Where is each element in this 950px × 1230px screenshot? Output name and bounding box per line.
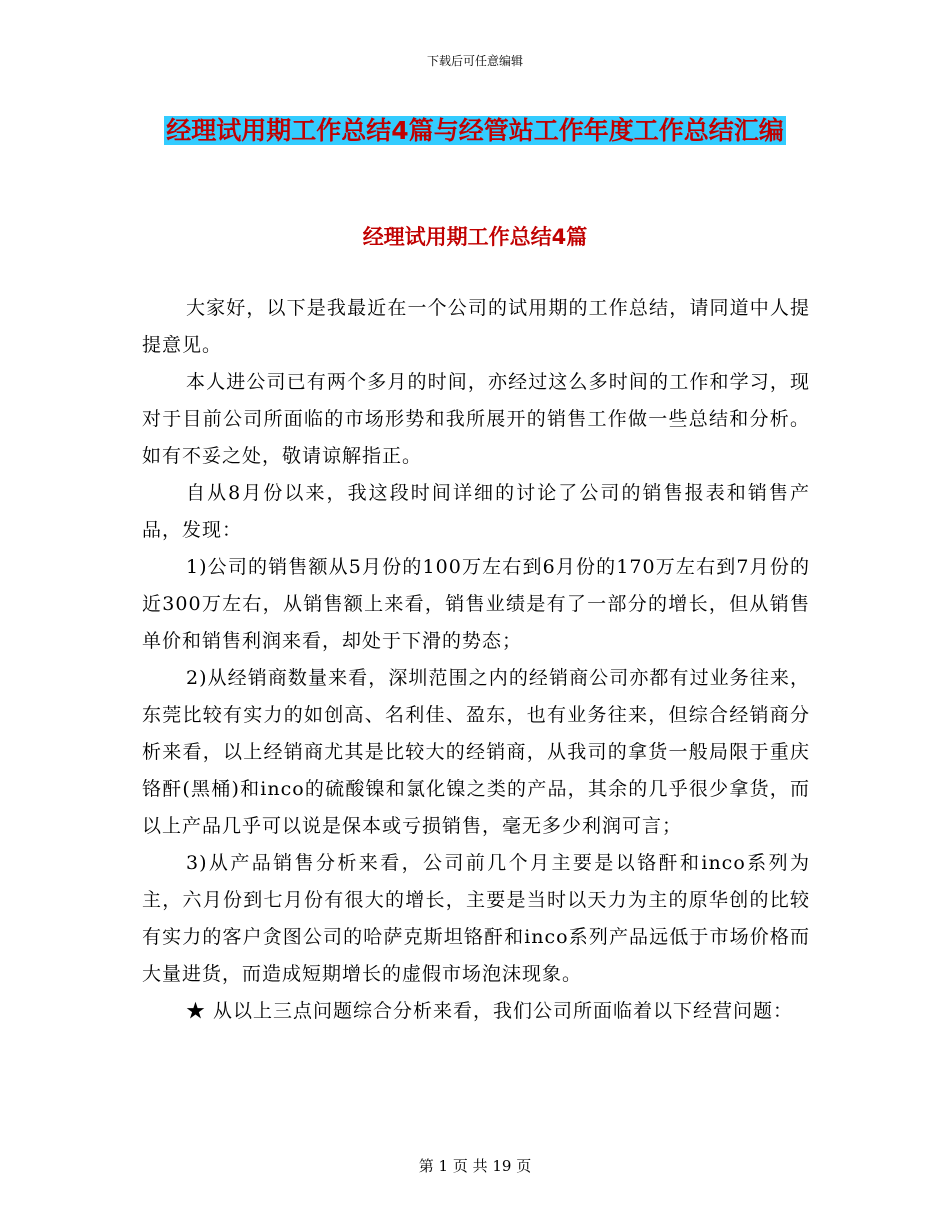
document-body — [142, 290, 810, 1030]
paragraph-finding-3: 3)从产品销售分析来看，公司前几个月主要是以铬酐和inco系列为主，六月份到七月份有很大的增长，主要是当时以天力为主的原华创的比较有实力的客户贪图公司的哈萨克斯坦铬酐和inco系列产品远低于市场价格而大量进货，而造成短期增长的虚假市场泡沫现象。 — [142, 852, 810, 985]
paragraph-intro: 大家好，以下是我最近在一个公司的试用期的工作总结，请同道中人提提意见。 — [142, 297, 810, 356]
document-title-text: 经理试用期工作总结4篇与经管站工作年度工作总结汇编 — [166, 116, 784, 145]
paragraph-background: 本人进公司已有两个多月的时间，亦经过这么多时间的工作和学习，现对于目前公司所面临的市场形势和我所展开的销售工作做一些总结和分析。如有不妥之处，敬请谅解指正。 — [142, 371, 810, 467]
paragraph-finding-1: 1)公司的销售额从5月份的100万左右到6月份的170万左右到7月份的近300万左右，从销售额上来看，销售业绩是有了一部分的增长，但从销售单价和销售利润来看，却处于下滑的势态； — [142, 556, 810, 652]
section-title: 经理试用期工作总结4篇 — [362, 225, 588, 249]
document-title — [150, 108, 800, 154]
header-note: 下载后可任意编辑 — [426, 54, 523, 68]
paragraph-finding-2: 2)从经销商数量来看，深圳范围之内的经销商公司亦都有过业务往来，东莞比较有实力的如创高、名利佳、盈东，也有业务往来，但综合经销商分析来看，以上经销商尤其是比较大的经销商，从我司的拿货一般局限于重庆铬酐(黑桶)和inco的硫酸镍和氯化镍之类的产品，其余的几乎很少拿货，而以上产品几乎可以说是保本或亏损销售，毫无多少利润可言； — [142, 667, 810, 837]
page-number-footer: 第 1 页 共 19 页 — [418, 1157, 532, 1175]
paragraph-summary: ★ 从以上三点问题综合分析来看，我们公司所面临着以下经营问题： — [186, 1000, 794, 1022]
paragraph-findings-lead: 自从8月份以来，我这段时间详细的讨论了公司的销售报表和销售产品，发现： — [142, 482, 810, 541]
